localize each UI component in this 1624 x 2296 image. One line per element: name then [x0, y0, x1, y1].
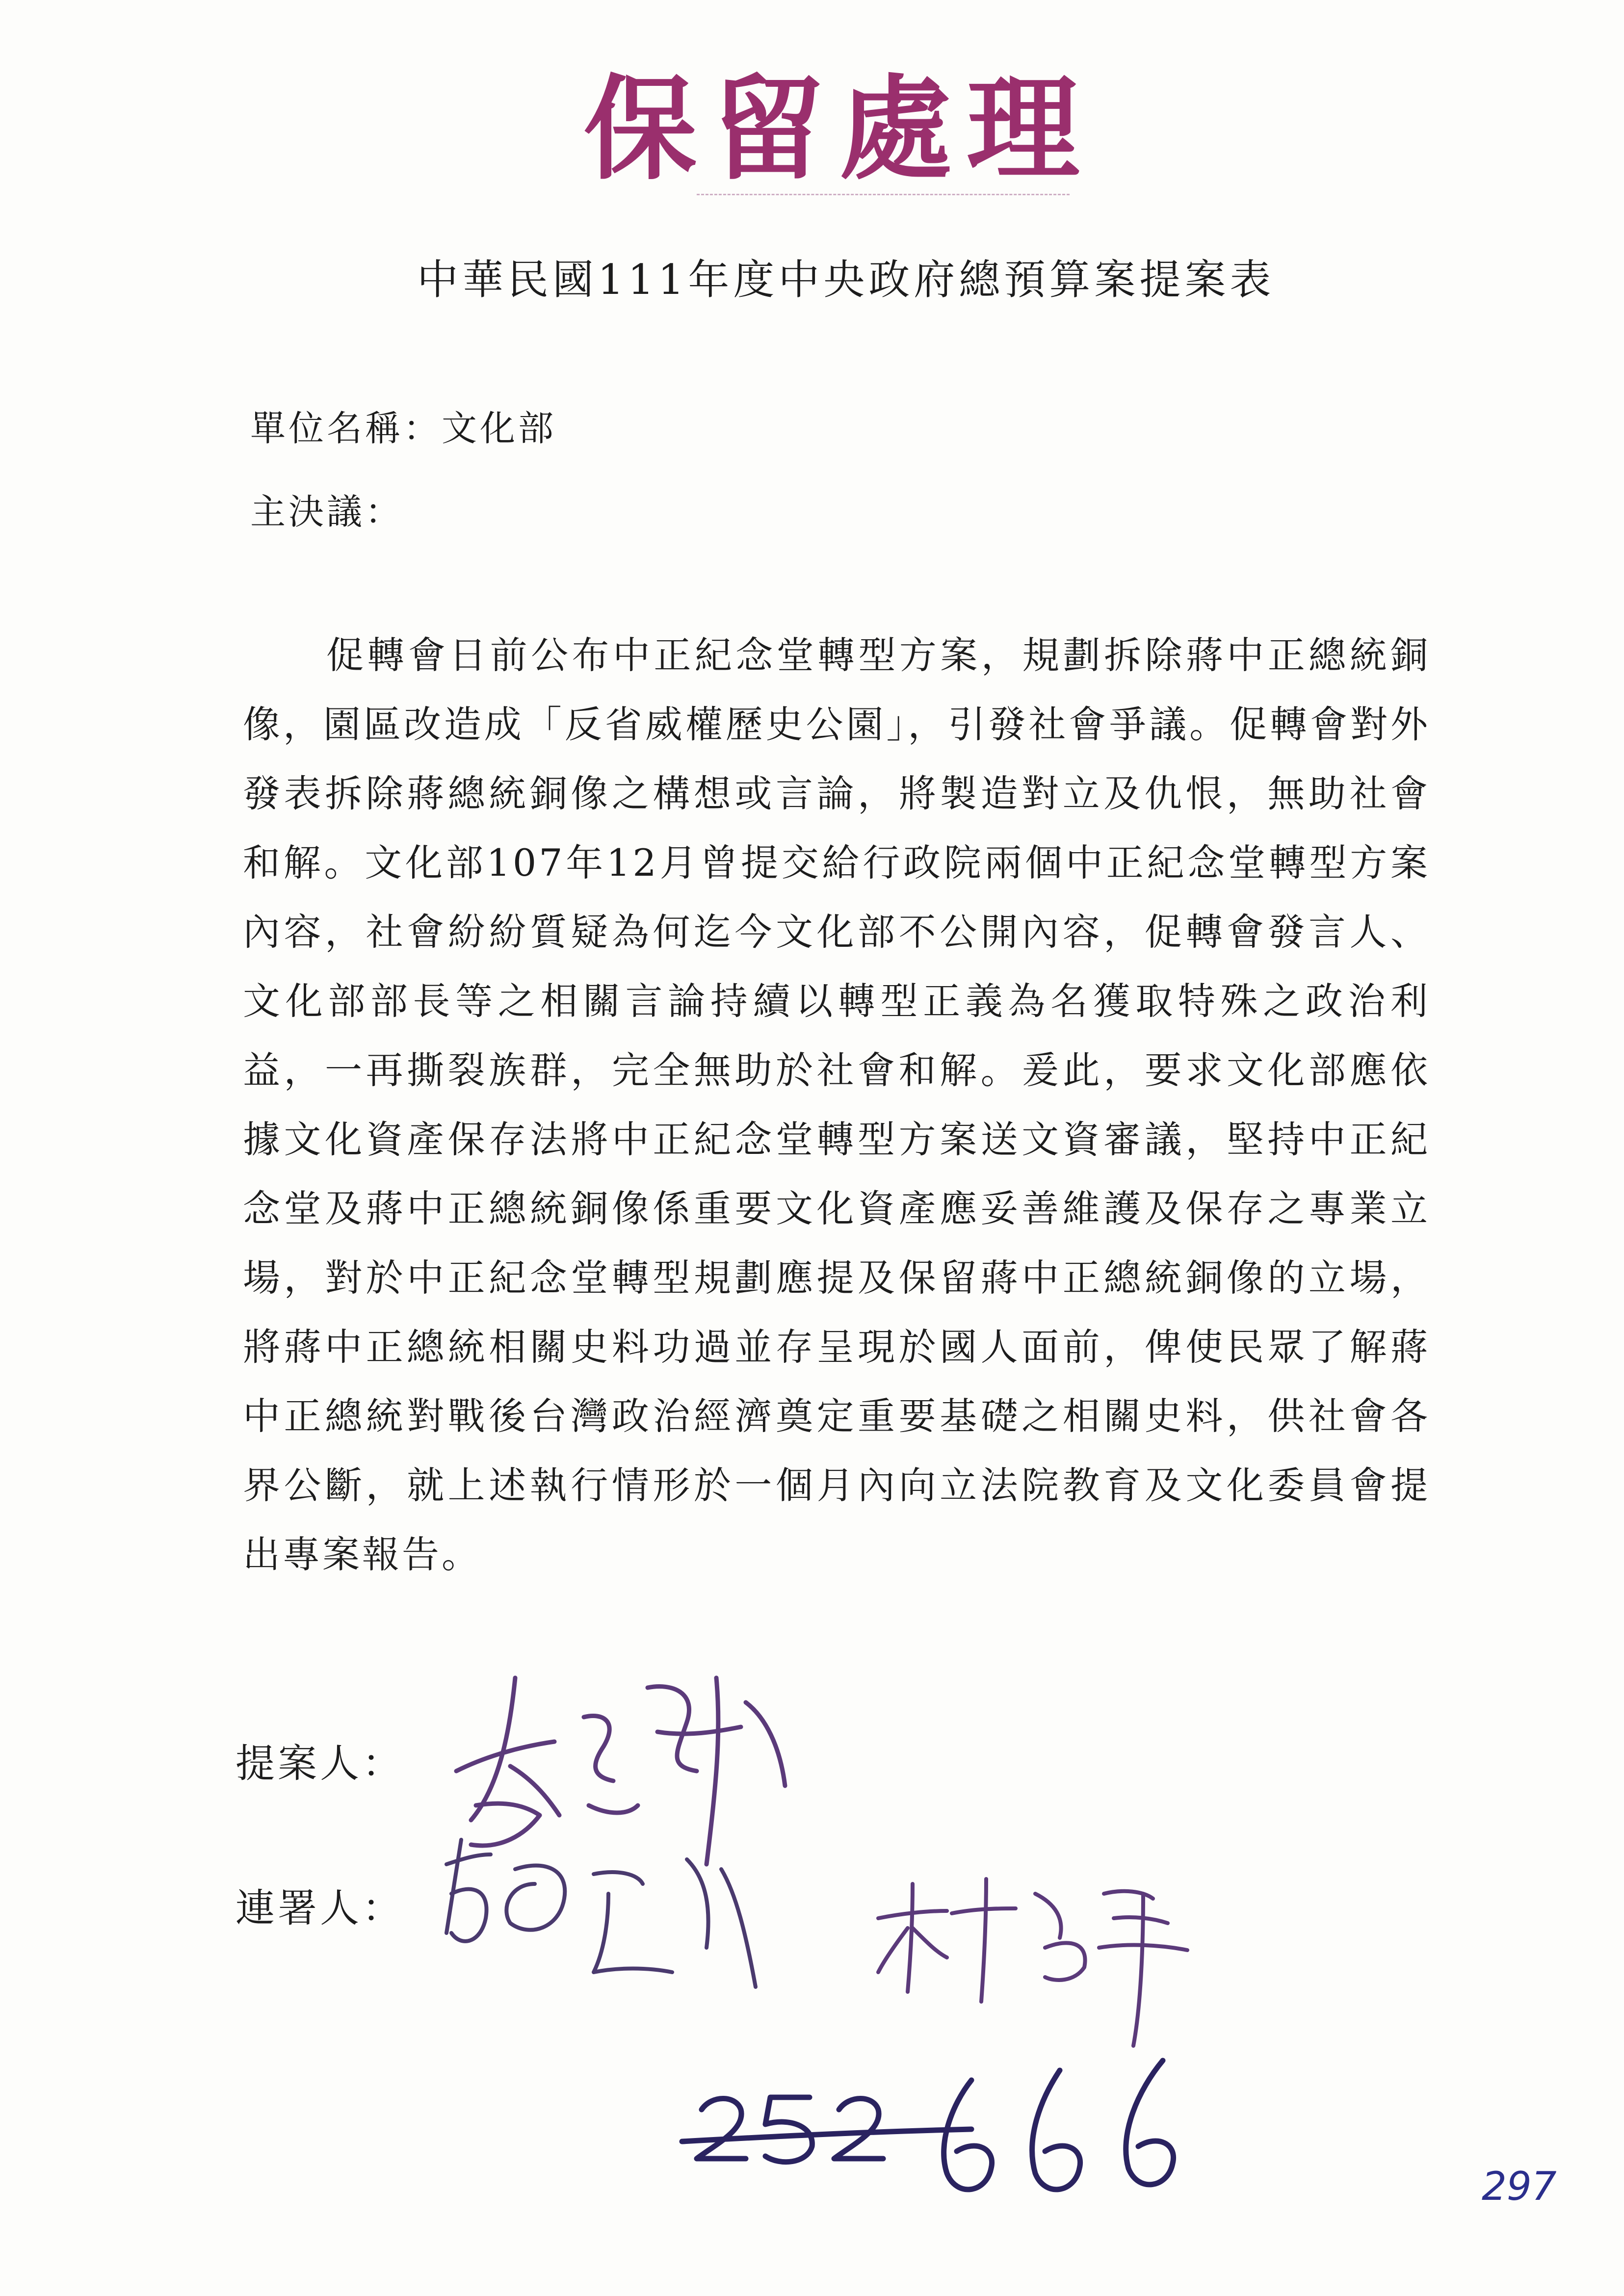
- page-number: 297: [1482, 2164, 1557, 2209]
- main-resolution-label: 主決議：: [250, 491, 404, 532]
- stamp-underline: [697, 194, 1070, 200]
- unit-name-value: 文化部: [442, 408, 557, 449]
- cosigner-signature-2: [868, 1864, 1202, 2051]
- document-title: 中華民國111年度中央政府總預算案提案表: [417, 256, 1275, 304]
- unit-name-label: 單位名稱：: [250, 408, 442, 449]
- cosigner-label: 連署人：: [236, 1885, 404, 1931]
- proposer-label: 提案人：: [236, 1741, 404, 1786]
- handwritten-count: [672, 2051, 1212, 2213]
- unit-name-field: [250, 407, 556, 449]
- resolution-body: 促轉會日前公布中正紀念堂轉型方案，規劃拆除蔣中正總統銅像，園區改造成「反省威權歷史公園」，引發社會爭議。促轉會對外發表拆除蔣總統銅像之構想或言論，將製造對立及仇恨，無助社會和解。文化部107年12月曾提交給行政院兩個中正紀念堂轉型方案內容，社會紛紛質疑為何迄今文化部不公開內容，促轉會發言人、文化部部長等之相關言論持續以轉型正義為名獲取特殊之政治利益，一再撕裂族群，完全無助於社會和解。爰此，要求文化部應依據文化資產保存法將中正紀念堂轉型方案送文資審議，堅持中正紀念堂及蔣中正總統銅像係重要文化資產應妥善維護及保存之專業立場，對於中正紀念堂轉型規劃應提及保留蔣中正總統銅像的立場，將蔣中正總統相關史料功過並存呈現於國人面前，俾使民眾了解蔣中正總統對戰後台灣政治經濟奠定重要基礎之相關史料，供社會各界公斷，就上述執行情形於一個月內向立法院教育及文化委員會提出專案報告。: [243, 633, 1430, 1576]
- reserved-stamp: 保留處理: [584, 64, 1094, 195]
- cosigner-signature-1: [432, 1825, 775, 2011]
